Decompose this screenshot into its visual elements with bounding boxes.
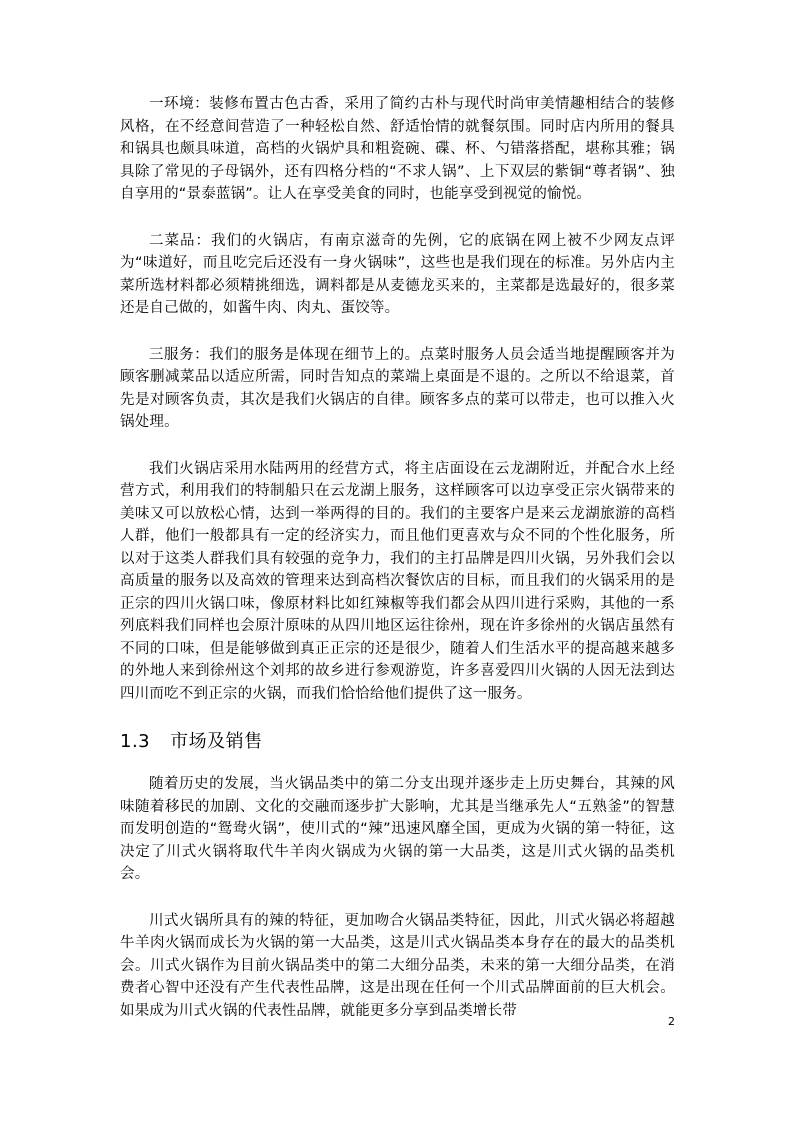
paragraph-opportunity: 川式火锅所具有的辣的特征，更加吻合火锅品类特征，因此，川式火锅必将超越牛羊肉火锅而成长为火锅的第一大品类，这是川式火锅品类本身存在的最大的品类机会。川式火锅作为目前火锅品类中的第二大细分品类，未来的第一大细分品类，在消费者心智中还没有产生代表性品牌，这是出现在任何一个川式品牌面前的巨大机会。如果成为川式火锅的代表性品牌，就能更多分享到品类增长带 xyxy=(120,912,675,1019)
paragraph-business-model: 我们火锅店采用水陆两用的经营方式，将主店面设在云龙湖附近，并配合水上经营方式，利用我们的特制船只在云龙湖上服务，这样顾客可以边享受正宗火锅带来的美味又可以放松心情，达到一举两得的目的。我们的主要客户是来云龙湖旅游的高档人群，他们一般都具有一定的经济实力，而且他们更喜欢与众不同的个性化服务，所以对于这类人群我们具有较强的竞争力，我们的主打品牌是四川火锅，另外我们会以高质量的服务以及高效的管理来达到高档次餐饮店的目标，而且我们的火锅采用的是正宗的四川火锅口味，像原材料比如红辣椒等我们都会从四川进行采购，其他的一系列底料我们同样也会原汁原味的从四川地区运往徐州，现在许多徐州的火锅店虽然有不同的口味，但是能够做到真正正宗的还是很少，随着人们生活水平的提高越来越多的外地人来到徐州这个刘邦的故乡进行参观游览，许多喜爱四川火锅的人因无法到达四川而吃不到正宗的火锅，而我们恰恰给他们提供了这一服务。 xyxy=(120,460,675,702)
section-title: 市场及销售 xyxy=(170,731,263,752)
section-heading xyxy=(120,729,675,755)
paragraph-service: 三服务：我们的服务是体现在细节上的。点菜时服务人员会适当地提醒顾客并为顾客删减菜品以适应所需，同时告知点的菜端上桌面是不退的。之所以不给退菜，首先是对顾客负责，其次是我们火锅店的自律。顾客多点的菜可以带走，也可以推入火锅处理。 xyxy=(120,346,675,430)
page-number: 2 xyxy=(668,1015,675,1028)
section-number: 1.3 xyxy=(120,731,151,752)
paragraph-dishes: 二菜品：我们的火锅店，有南京滋奇的先例，它的底锅在网上被不少网友点评为“味道好，而且吃完后还没有一身火锅味”，这些也是我们现在的标准。另外店内主菜所选材料都必须精挑细选，调料都是从麦德龙买来的，主菜都是选最好的，很多菜还是自己做的，如酱牛肉、肉丸、蛋饺等。 xyxy=(120,232,675,316)
page-body xyxy=(120,93,675,1046)
paragraph-history: 随着历史的发展，当火锅品类中的第二分支出现并逐步走上历史舞台，其辣的风味随着移民的加剧、文化的交融而逐步扩大影响，尤其是当继承先人“五熟釜”的智慧而发明创造的“鸳鸯火锅”，使川式的“辣”迅速风靡全国，更成为火锅的第一特征，这决定了川式火锅将取代牛羊肉火锅成为火锅的第一大品类，这是川式火锅的品类机会。 xyxy=(120,776,675,882)
paragraph-environment: 一环境：装修布置古色古香，采用了简约古朴与现代时尚审美情趣相结合的装修风格，在不经意间营造了一种轻松自然、舒适怡情的就餐氛围。同时店内所用的餐具和锅具也颇具味道，高档的火锅炉具和粗瓷碗、碟、杯、勺错落搭配，堪称其雅；锅具除了常见的子母锅外，还有四格分档的“不求人锅”、上下双层的紫铜“尊者锅”、独自享用的“景泰蓝锅”。让人在享受美食的同时，也能享受到视觉的愉悦。 xyxy=(120,96,675,202)
